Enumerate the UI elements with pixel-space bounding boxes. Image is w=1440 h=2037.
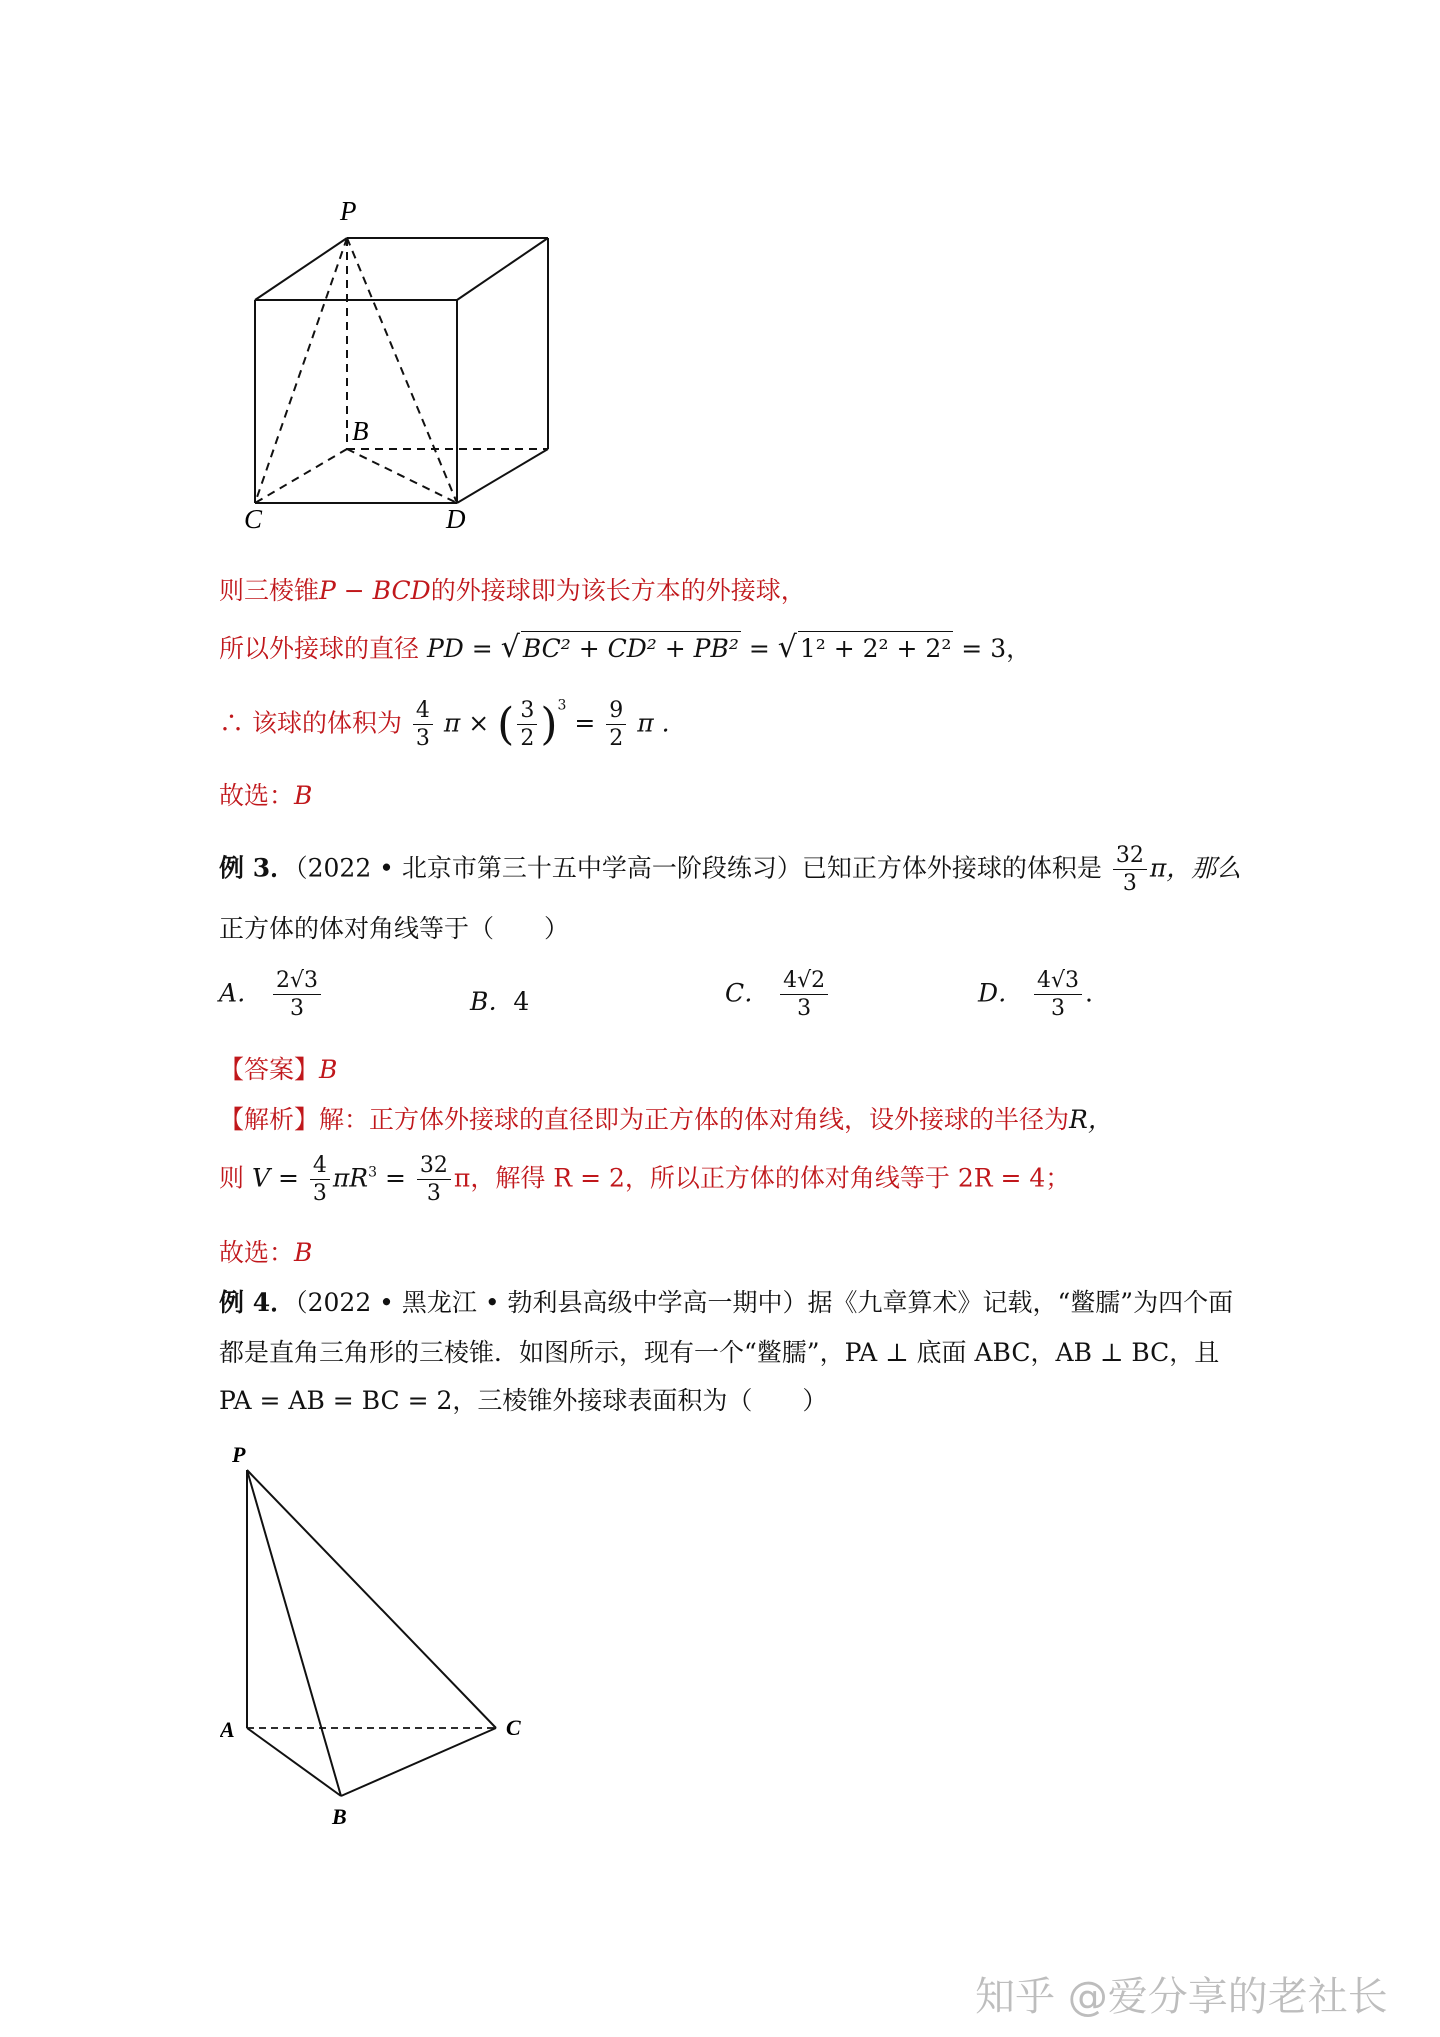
hidden-edge [255, 449, 347, 503]
edge-BC [341, 1728, 496, 1796]
solution-choice: 故选：B [219, 781, 313, 810]
label-B: B [332, 1804, 347, 1829]
label-P: P [340, 196, 357, 226]
example4-question-line-1: 例 4．（2022 • 黑龙江 • 勃利县高级中学高一期中）据《九章算术》记载，“鳖臑”为四个面 [219, 1288, 1234, 1317]
label-D: D [446, 504, 466, 534]
tetrahedron-figure [220, 1440, 540, 1840]
solution-line-1: 则三棱锥P − BCD的外接球即为该长方本的外接球， [219, 576, 806, 605]
example3-analysis-line-1: 【解析】解：正方体外接球的直径即为正方体的体对角线，设外接球的半径为R， [219, 1105, 1113, 1134]
cube-edge [255, 238, 347, 300]
option-C[interactable]: C． $\frac{4√2}{3}$ [725, 970, 831, 1020]
label-C: C [506, 1715, 521, 1740]
label-P: P [232, 1442, 246, 1467]
label-B: B [352, 416, 369, 446]
example4-question-line-2: 都是直角三角形的三棱锥．如图所示，现有一个“鳖臑”，PA ⊥ 底面 ABC，AB ⊥ BC，且 [219, 1338, 1220, 1367]
solution-line-3: ∴ 该球的体积为 $\frac{4}{3}$ π × ( $\frac{3}{2}$ )$^3$ = $\frac{9}{2}$ π . [219, 697, 670, 751]
watermark: 知乎 @爱分享的老社长 [975, 1974, 1388, 2020]
edge-AB [247, 1728, 341, 1796]
cube-edge [457, 449, 548, 503]
label-A: A [220, 1717, 235, 1742]
example3-analysis-line-2: 则 V = $\frac{4}{3}$ $\pi R^3$ = $\frac{32}{3}$ π，解得 R = 2，所以正方体的体对角线等于 2R = 4； [219, 1153, 1071, 1206]
option-D[interactable]: D． $\frac{4√3}{3}$ . [978, 968, 1093, 1021]
hidden-edge [347, 238, 457, 503]
hidden-edge [347, 449, 457, 503]
example3-question-line-2: 正方体的体对角线等于（ ） [219, 914, 570, 943]
example3-question-line-1: 例 3．（2022 • 北京市第三十五中学高一阶段练习）已知正方体外接球的体积是 $\frac{32}{3}$ π，那么 [219, 843, 1242, 896]
hidden-edge [255, 238, 347, 503]
cube-pyramid-figure [230, 190, 560, 540]
label-C: C [244, 504, 263, 534]
solution-line-2: 所以外接球的直径 PD = √ BC² + CD² + PB² = √ 1² + 2² + 2² = 3， [219, 630, 1032, 665]
example3-answer: 【答案】B [219, 1055, 338, 1084]
option-A[interactable]: A． $\frac{2√3}{3}$ [219, 970, 324, 1020]
example3-choice: 故选：B [219, 1238, 313, 1267]
example4-question-line-3: PA = AB = BC = 2，三棱锥外接球表面积为（ ） [219, 1386, 828, 1415]
option-B[interactable]: B．4 [470, 987, 530, 1016]
cube-edge [457, 238, 548, 300]
